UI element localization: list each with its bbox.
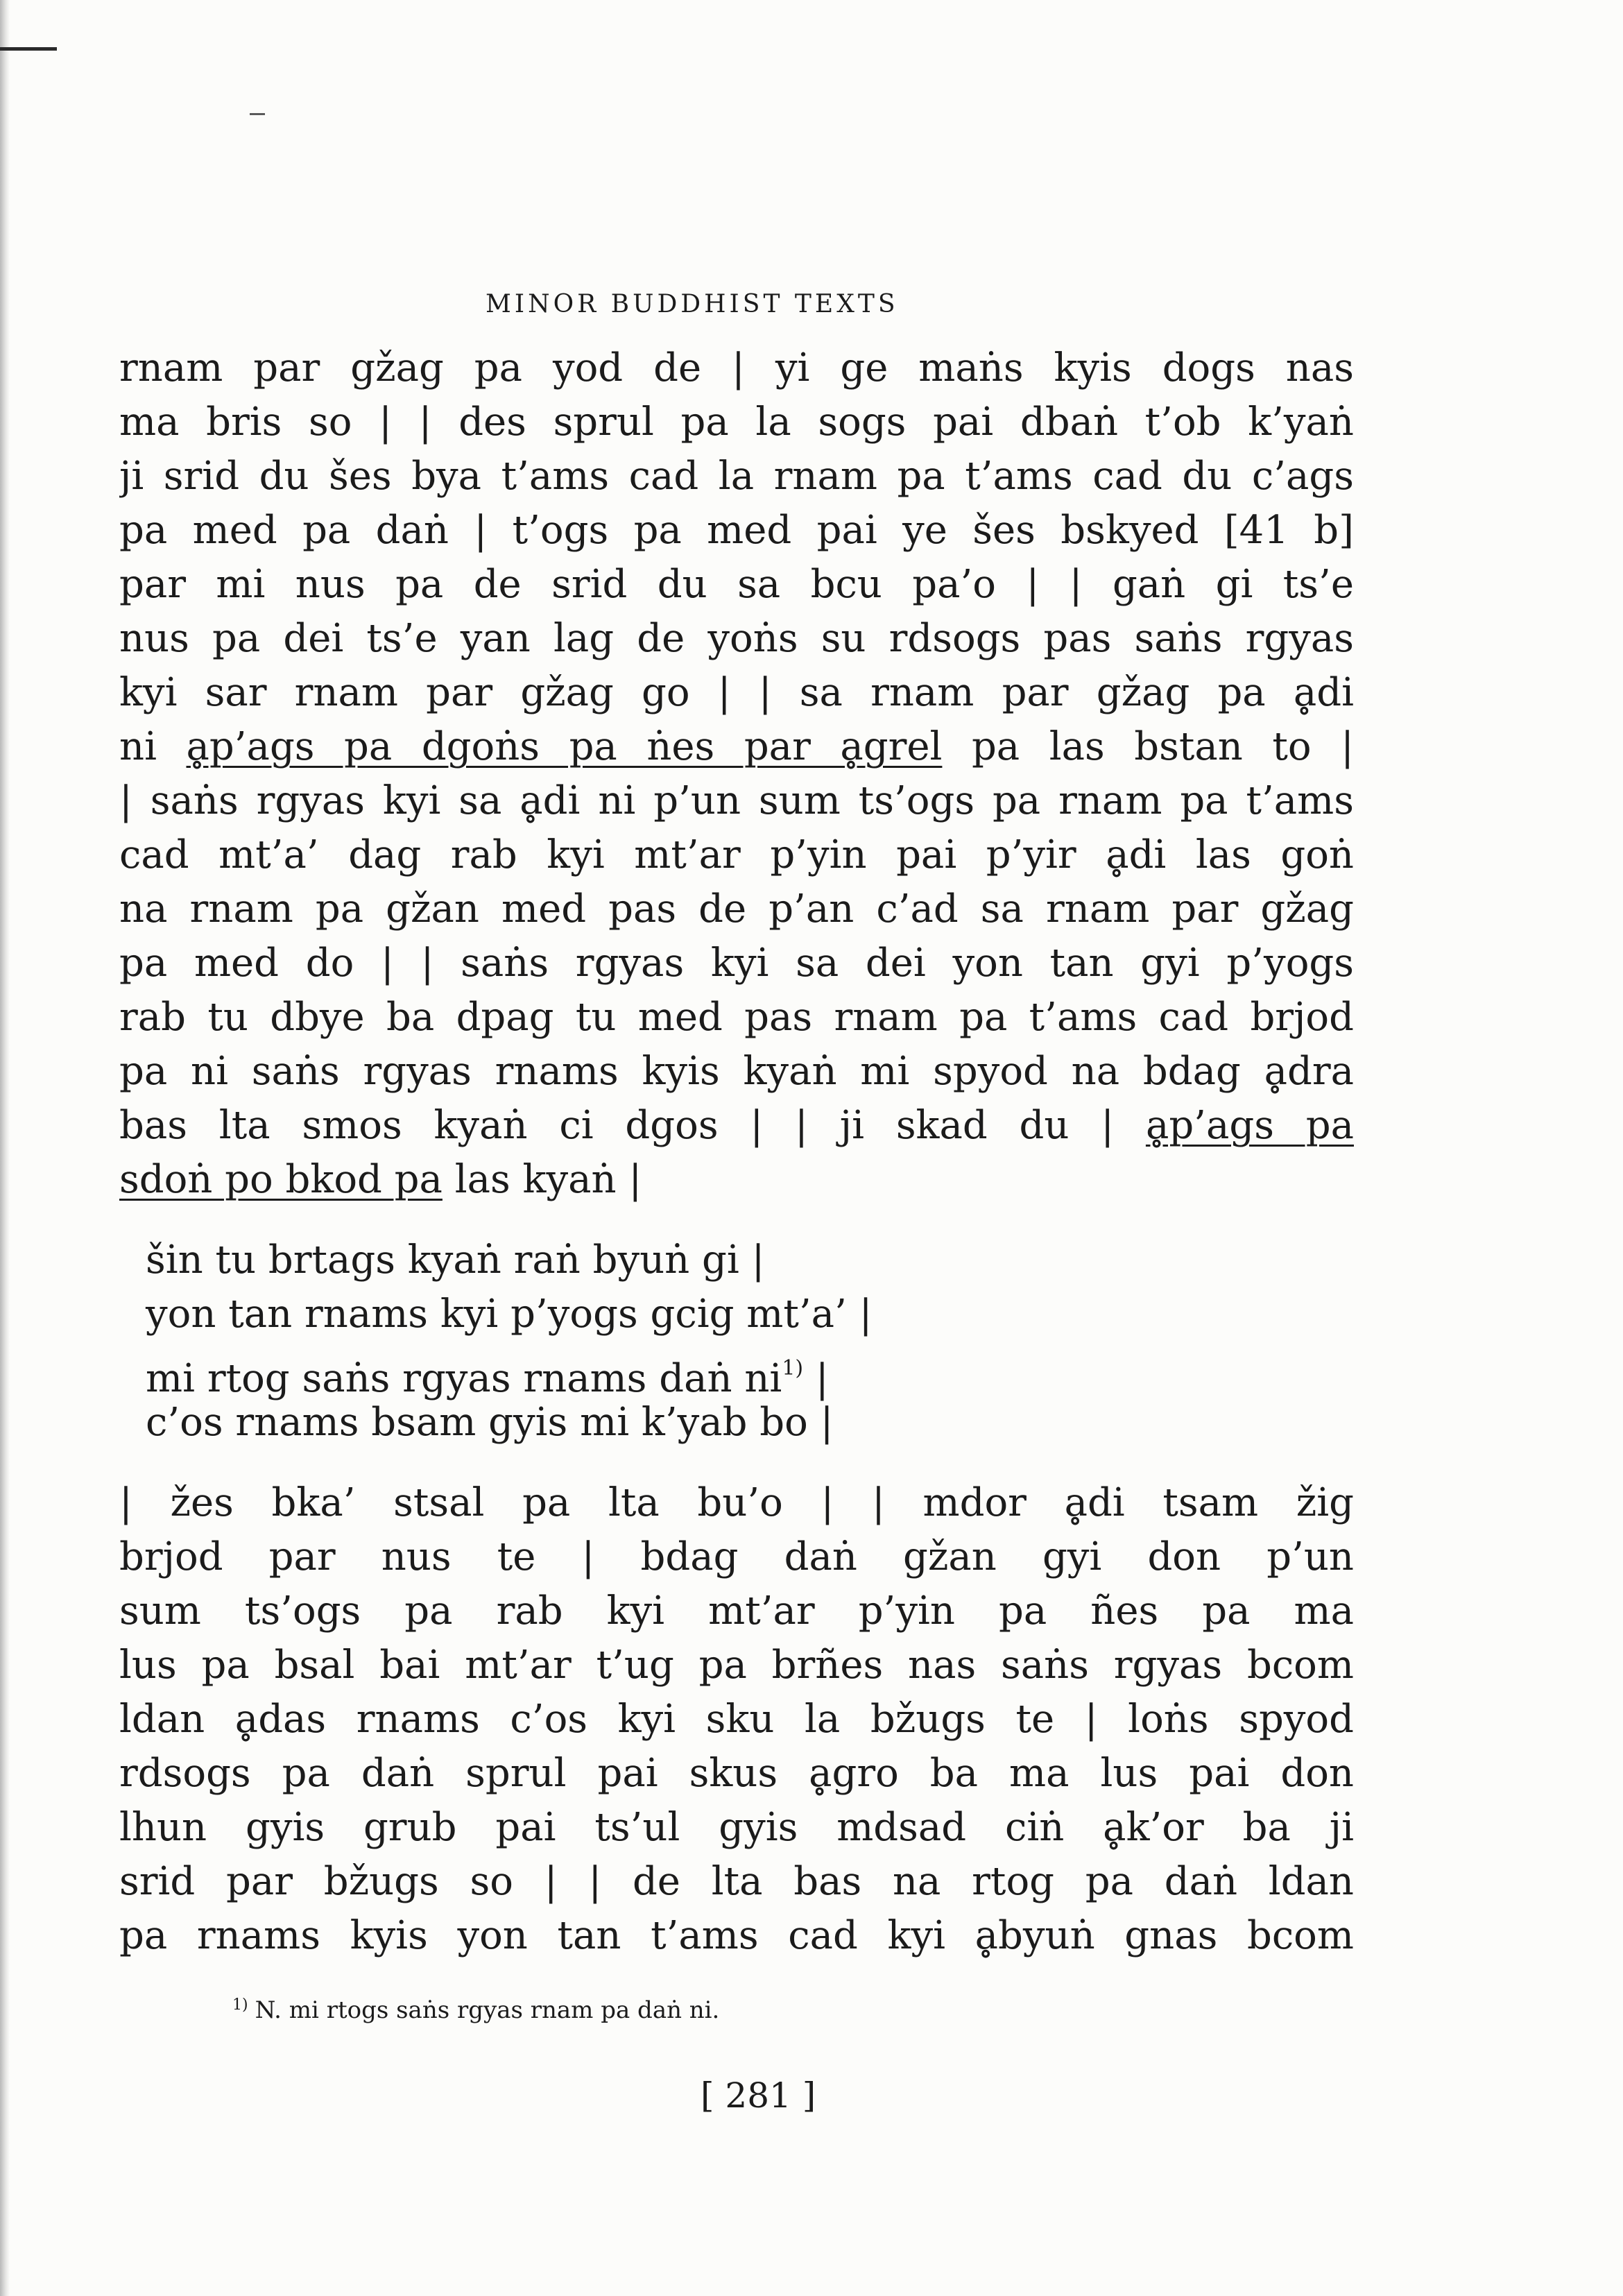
text-line: kyi sar rnam par gžag go | | sa rnam par gžag pa ḁdi: [119, 670, 1354, 715]
text-line: c’os rnams bsam gyis mi k’yab bo |: [146, 1400, 834, 1445]
text-line: srid par bžugs so | | de lta bas na rtog pa daṅ ldan: [119, 1859, 1354, 1904]
page-edge-shadow: [0, 0, 10, 2296]
verse-block: [119, 1233, 1354, 1450]
line-text: pa las bstan to |: [942, 724, 1354, 769]
text-line: lhun gyis grub pai ts’ul gyis mdsad ciṅ ḁk’or ba ji: [119, 1805, 1354, 1850]
text-line: pa rnams kyis yon tan t’ams cad kyi ḁbyuṅ gnas bcom: [119, 1913, 1354, 1958]
text-line: par mi nus pa de srid du sa bcu pa’o | | gaṅ gi ts’e: [119, 562, 1354, 607]
underlined-title: ḁp’ags pa dgoṅs pa ṅes par ḁgrel: [186, 724, 943, 769]
text-line: na rnam pa gžan med pas de p’an c’ad sa rnam par gžag: [119, 886, 1354, 932]
text-line: cad mt’a’ dag rab kyi mt’ar p’yin pai p’yir ḁdi las goṅ: [119, 832, 1354, 877]
text-line: yon tan rnams kyi p’yogs gcig mt’a’ |: [146, 1292, 873, 1337]
line-text: bas lta smos kyaṅ ci dgos | | ji skad du |: [119, 1103, 1146, 1148]
text-line: pa med pa daṅ | t’ogs pa med pai ye šes bskyed [41 b]: [119, 508, 1354, 553]
text-line: brjod par nus te | bdag daṅ gžan gyi don p’un: [119, 1534, 1354, 1579]
line-text: las kyaṅ |: [442, 1157, 642, 1202]
text-line: [146, 1342, 1354, 1401]
text-line: [119, 720, 1354, 774]
text-line: rab tu dbye ba dpag tu med pas rnam pa t’ams cad brjod: [119, 995, 1354, 1040]
footnote-marker: 1): [232, 1996, 248, 2014]
text-line: | žes bka’ stsal pa lta bu’o | | mdor ḁdi tsam žig: [119, 1480, 1354, 1525]
page-number: [ 281 ]: [701, 2075, 816, 2116]
running-head: MINOR BUDDHIST TEXTS: [486, 290, 899, 318]
text-line: sum ts’ogs pa rab kyi mt’ar p’yin pa ñes pa ma: [119, 1588, 1354, 1634]
main-text: [119, 341, 1354, 1963]
footnote-text: N. mi rtogs saṅs rgyas rnam pa daṅ ni.: [255, 1996, 720, 2024]
text-line: [119, 1099, 1354, 1153]
text-line: ldan ḁdas rnams c’os kyi sku la bžugs te | loṅs spyod: [119, 1697, 1354, 1742]
footnote: [232, 1996, 719, 2024]
text-line: pa ni saṅs rgyas rnams kyis kyaṅ mi spyod na bdag ḁdra: [119, 1049, 1354, 1094]
line-text: mi rtog saṅs rgyas rnams daṅ ni: [146, 1356, 782, 1401]
text-line: | saṅs rgyas kyi sa ḁdi ni p’un sum ts’ogs pa rnam pa t’ams: [119, 778, 1354, 823]
text-line: nus pa dei ts’e yan lag de yoṅs su rdsogs pas saṅs rgyas: [119, 616, 1354, 661]
underlined-title: sdoṅ po bkod pa: [119, 1157, 443, 1202]
dash-mark: [250, 113, 265, 115]
text-line: ma bris so | | des sprul pa la sogs pai dbaṅ t’ob k’yaṅ: [119, 400, 1354, 445]
text-line: [119, 1153, 1354, 1207]
line-text: |: [803, 1356, 829, 1401]
text-line: šin tu brtags kyaṅ raṅ byuṅ gi |: [146, 1237, 765, 1283]
text-line: lus pa bsal bai mt’ar t’ug pa brñes nas saṅs rgyas bcom: [119, 1643, 1354, 1688]
paragraph-2: [119, 1476, 1354, 1963]
paragraph-1: [119, 341, 1354, 1207]
corner-mark: [0, 47, 57, 51]
text-line: rnam par gžag pa yod de | yi ge maṅs kyis dogs nas: [119, 345, 1354, 391]
text-line: rdsogs pa daṅ sprul pai skus ḁgro ba ma lus pai don: [119, 1751, 1354, 1796]
footnote-reference: 1): [782, 1356, 804, 1380]
underlined-title: ḁp’ags pa: [1145, 1103, 1354, 1148]
text-line: pa med do | | saṅs rgyas kyi sa dei yon tan gyi p’yogs: [119, 941, 1354, 986]
line-text: ni: [119, 724, 187, 769]
text-line: ji srid du šes bya t’ams cad la rnam pa t’ams cad du c’ags: [119, 454, 1354, 499]
